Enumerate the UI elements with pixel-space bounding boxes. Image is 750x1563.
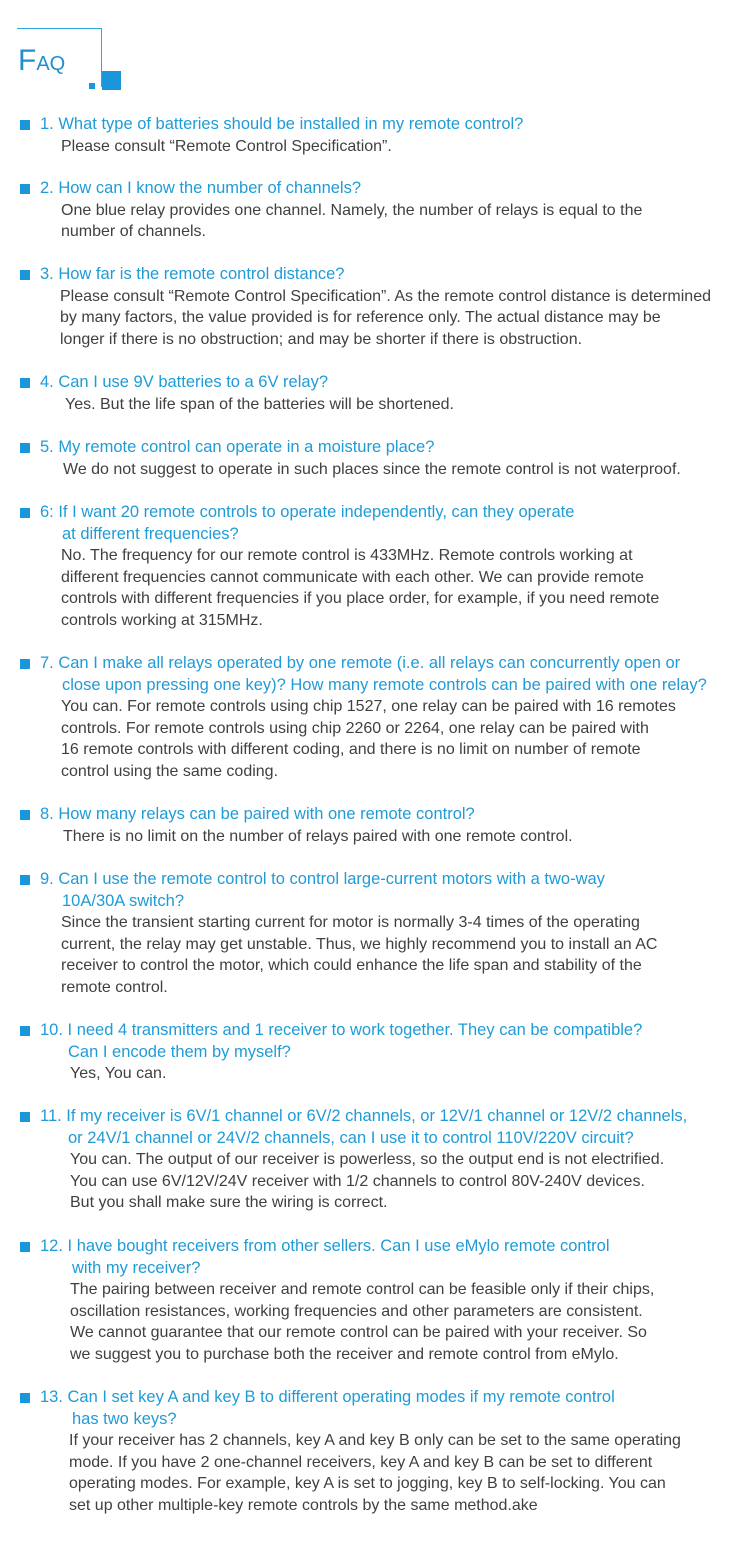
answer-line: Yes. But the life span of the batteries will be shortened.	[65, 395, 454, 413]
bullet-square-icon	[20, 120, 30, 130]
logo-letters-aq: AQ	[36, 53, 66, 75]
answer-line: You can use 6V/12V/24V receiver with 1/2 channels to control 80V-240V devices.	[70, 1172, 645, 1190]
answer-line: controls with different frequencies if you place order, for example, if you need remote	[61, 590, 660, 607]
faq-question	[40, 1020, 642, 1063]
faq-answer	[63, 459, 681, 481]
bullet-square-icon	[20, 810, 30, 820]
faq-answer	[65, 394, 454, 416]
bullet-square-icon	[20, 659, 30, 669]
question-line: 4. Can I use 9V batteries to a 6V relay?	[40, 373, 329, 391]
faq-answer	[60, 286, 711, 351]
answer-line: The pairing between receiver and remote control can be feasible only if their chips,	[70, 1281, 655, 1298]
answer-line: current, the relay may get unstable. Thus, we highly recommend you to install an AC	[61, 935, 658, 953]
faq-answer	[61, 200, 642, 243]
bullet-square-icon	[20, 1393, 30, 1403]
question-line: 11. If my receiver is 6V/1 channel or 6V/2 channels, or 12V/1 channel or 12V/2 channels,	[40, 1107, 688, 1125]
question-line: has two keys?	[72, 1409, 177, 1428]
faq-logo	[12, 28, 124, 92]
answer-line: One blue relay provides one channel. Namely, the number of relays is equal to the	[61, 201, 643, 219]
answer-line: set up other multiple-key remote controls by the same method.ake	[69, 1496, 538, 1514]
answer-line: 16 remote controls with different coding, and there is no limit on number of remote	[61, 741, 641, 758]
bullet-square-icon	[20, 184, 30, 194]
bullet-square-icon	[20, 875, 30, 885]
question-line: or 24V/1 channel or 24V/2 channels, can I use it to control 110V/220V circuit?	[68, 1128, 634, 1147]
answer-line: oscillation resistances, working frequencies and other parameters are consistent.	[70, 1302, 643, 1320]
answer-line: If your receiver has 2 channels, key A and key B only can be set to the same operating	[69, 1432, 681, 1449]
question-line: 13. Can I set key A and key B to different operating modes if my remote control	[40, 1388, 615, 1406]
question-line: 2. How can I know the number of channels?	[40, 179, 362, 197]
faq-answer	[70, 1063, 166, 1085]
question-line: 12. I have bought receivers from other sellers. Can I use eMylo remote control	[40, 1237, 610, 1255]
logo-text	[18, 46, 65, 76]
faq-answer	[63, 826, 573, 848]
answer-line: receiver to control the motor, which could enhance the life span and stability of the	[61, 957, 642, 974]
faq-question	[40, 1236, 610, 1279]
faq-answer	[61, 912, 657, 998]
answer-line: You can. For remote controls using chip 1527, one relay can be paired with 16 remotes	[61, 698, 676, 715]
logo-letter-f: F	[18, 44, 37, 77]
answer-line: we suggest you to purchase both the receiver and remote control from eMylo.	[70, 1345, 619, 1363]
answer-line: We cannot guarantee that our remote control can be paired with your receiver. So	[70, 1324, 647, 1341]
answer-line: mode. If you have 2 one-channel receivers, key A and key B can be set to different	[69, 1453, 653, 1471]
question-line: Can I encode them by myself?	[68, 1042, 291, 1061]
answer-line: But you shall make sure the wiring is correct.	[70, 1194, 388, 1211]
question-line: 6: If I want 20 remote controls to operate independently, can they operate	[40, 503, 575, 521]
faq-question	[40, 502, 574, 545]
answer-line: Please consult “Remote Control Specification”. As the remote control distance is determined	[60, 287, 711, 305]
bullet-square-icon	[20, 270, 30, 280]
faq-answer	[69, 1430, 681, 1516]
answer-line: number of channels.	[61, 223, 206, 240]
faq-answer	[61, 136, 392, 158]
faq-question	[40, 264, 344, 286]
answer-line: controls. For remote controls using chip 2260 or 2264, one relay can be paired with	[61, 719, 649, 737]
faq-question	[40, 804, 475, 826]
bullet-square-icon	[20, 1112, 30, 1122]
answer-line: There is no limit on the number of relays paired with one remote control.	[63, 827, 573, 845]
answer-line: remote control.	[61, 978, 168, 996]
question-line: at different frequencies?	[62, 524, 239, 543]
question-line: close upon pressing one key)? How many remote controls can be paired with one relay?	[62, 675, 707, 694]
bullet-square-icon	[20, 1242, 30, 1252]
question-line: with my receiver?	[72, 1258, 201, 1277]
answer-line: controls working at 315MHz.	[61, 611, 263, 629]
question-line: 7. Can I make all relays operated by one remote (i.e. all relays can concurrently open or	[40, 654, 681, 672]
answer-line: We do not suggest to operate in such places since the remote control is not waterproof.	[63, 460, 681, 478]
faq-answer	[70, 1279, 654, 1365]
answer-line: by many factors, the value provided is for reference only. The actual distance may be	[60, 309, 661, 326]
question-line: 3. How far is the remote control distance?	[40, 265, 345, 283]
faq-question	[40, 437, 434, 459]
faq-answer	[70, 1149, 664, 1214]
answer-line: Since the transient starting current for motor is normally 3-4 times of the operating	[61, 914, 640, 931]
faq-question	[40, 1387, 615, 1430]
question-line: 5. My remote control can operate in a moisture place?	[40, 438, 435, 456]
faq-answer	[61, 545, 659, 631]
bullet-square-icon	[20, 1026, 30, 1036]
question-line: 1. What type of batteries should be installed in my remote control?	[40, 115, 524, 133]
bullet-square-icon	[20, 508, 30, 518]
question-line: 9. Can I use the remote control to control large-current motors with a two-way	[40, 870, 605, 888]
faq-question	[40, 178, 361, 200]
faq-question	[40, 372, 328, 394]
question-line: 10. I need 4 transmitters and 1 receiver to work together. They can be compatible?	[40, 1021, 643, 1039]
faq-question	[40, 869, 605, 912]
answer-line: Yes, You can.	[70, 1065, 167, 1082]
bullet-square-icon	[20, 443, 30, 453]
answer-line: control using the same coding.	[61, 762, 279, 780]
answer-line: You can. The output of our receiver is powerless, so the output end is not electrified.	[70, 1151, 665, 1168]
question-line: 10A/30A switch?	[62, 891, 184, 910]
logo-dot	[89, 83, 95, 89]
faq-question	[40, 114, 523, 136]
answer-line: operating modes. For example, key A is set to jogging, key B to self-locking. You can	[69, 1475, 666, 1492]
bullet-square-icon	[20, 378, 30, 388]
faq-answer	[61, 696, 676, 782]
answer-line: No. The frequency for our remote control is 433MHz. Remote controls working at	[61, 547, 633, 564]
logo-square	[102, 71, 121, 90]
answer-line: different frequencies cannot communicate with each other. We can provide remote	[61, 568, 644, 586]
answer-line: longer if there is no obstruction; and may be shorter if there is obstruction.	[60, 330, 583, 348]
answer-line: Please consult “Remote Control Specification”.	[61, 137, 392, 155]
question-line: 8. How many relays can be paired with one remote control?	[40, 805, 475, 823]
faq-question	[40, 653, 707, 696]
faq-question	[40, 1106, 687, 1149]
